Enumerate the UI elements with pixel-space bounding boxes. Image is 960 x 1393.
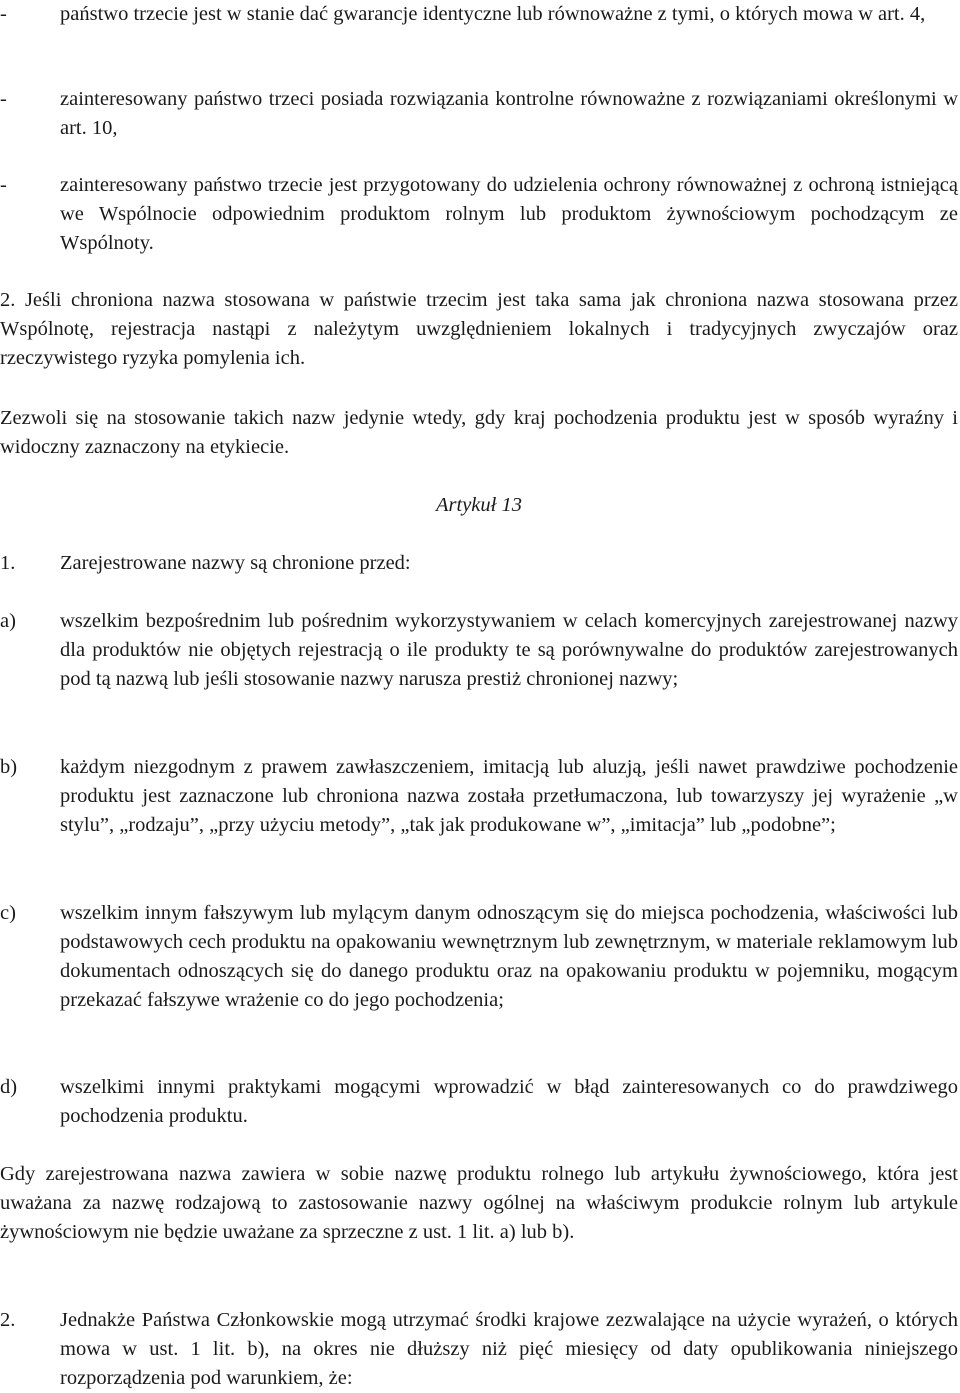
bullet-dash: - xyxy=(0,3,7,25)
bullet-dash: - xyxy=(0,174,7,196)
point-2 xyxy=(0,1306,958,1393)
list-text: wszelkim bezpośrednim lub pośrednim wykorzystywaniem w celach komercyjnych zarejestrowanej nazwy dla produktów nie objętych rejestracją o ile produkty te są porównywalne do produktów zarejestrowanych pod tą nazwą lub jeśli stosowanie nazwy narusza prestiż chronionej nazwy; xyxy=(60,610,958,690)
point-1-number: 1. xyxy=(0,552,16,574)
bullet-item xyxy=(0,85,958,143)
list-letter: a) xyxy=(0,610,16,632)
list-text: wszelkim innym fałszywym lub mylącym danym odnoszącym się do miejsca pochodzenia, właściwości lub podstawowych cech produktu na opakowaniu wewnętrznym lub zewnętrznym, w materiale reklamowym lub dokumentach odnoszących się do danego produktu oraz na opakowaniu produktu w pojemniku, mogącym przekazać fałszywe wrażenie co do jego pochodzenia; xyxy=(60,902,958,1011)
list-letter: d) xyxy=(0,1076,18,1098)
bullet-text: państwo trzecie jest w stanie dać gwarancje identyczne lub równoważne z tymi, o których mowa w art. 4, xyxy=(60,3,926,25)
list-letter: c) xyxy=(0,902,16,924)
point-1-text: Zarejestrowane nazwy są chronione przed: xyxy=(60,552,411,574)
list-item-d xyxy=(0,1073,958,1131)
list-item-c xyxy=(0,899,958,1015)
bullet-dash: - xyxy=(0,88,7,110)
point-2-number: 2. xyxy=(0,1309,16,1331)
bullet-item xyxy=(0,171,958,258)
paragraph-zezwoli: Zezwoli się na stosowanie takich nazw jedynie wtedy, gdy kraj pochodzenia produktu jest w sposób wyraźny i widoczny zaznaczony na etykiecie. xyxy=(0,407,958,458)
list-item-b xyxy=(0,753,958,840)
list-text: każdym niezgodnym z prawem zawłaszczeniem, imitacją lub aluzją, jeśli nawet prawdziwe pochodzenie produktu jest zaznaczone lub chroniona nazwa została przetłumaczona, lub towarzyszy jej wyrażenie „w stylu”, „rodzaju”, „przy użyciu metody”, „tak jak produkowane w”, „imitacja” lub „podobne”; xyxy=(60,756,958,836)
point-1 xyxy=(0,549,958,578)
bullet-item xyxy=(0,0,958,29)
list-letter: b) xyxy=(0,756,18,778)
paragraph-gdy: Gdy zarejestrowana nazwa zawiera w sobie nazwę produktu rolnego lub artykułu żywnościowego, która jest uważana za nazwę rodzajową to zastosowanie nazwy ogólnej na właściwym produkcie rolnym lub artykule żywnościowym nie będzie uważane za sprzeczne z ust. 1 lit. a) lub b). xyxy=(0,1163,958,1243)
list-item-a xyxy=(0,607,958,694)
paragraph-2: 2. Jeśli chroniona nazwa stosowana w państwie trzecim jest taka sama jak chroniona nazwa stosowana przez Wspólnotę, rejestracja nastąpi z należytym uwzględnieniem lokalnych i tradycyjnych zwyczajów oraz rzeczywistego ryzyka pomylenia ich. xyxy=(0,289,958,369)
list-text: wszelkimi innymi praktykami mogącymi wprowadzić w błąd zainteresowanych co do prawdziwego pochodzenia produktu. xyxy=(60,1076,958,1127)
bullet-text: zainteresowany państwo trzeci posiada rozwiązania kontrolne równoważne z rozwiązaniami określonymi w art. 10, xyxy=(60,88,958,139)
article-heading: Artykuł 13 xyxy=(436,494,522,516)
point-2-text: Jednakże Państwa Członkowskie mogą utrzymać środki krajowe zezwalające na użycie wyrażeń, o których mowa w ust. 1 lit. b), na okres nie dłuższy niż pięć miesięcy od daty opublikowania niniejszego rozporządzenia pod warunkiem, że: xyxy=(60,1309,958,1389)
bullet-text: zainteresowany państwo trzecie jest przygotowany do udzielenia ochrony równoważnej z ochroną istniejącą we Wspólnocie odpowiednim produktom rolnym lub produktom żywnościowym pochodzącym ze Wspólnoty. xyxy=(60,174,958,254)
